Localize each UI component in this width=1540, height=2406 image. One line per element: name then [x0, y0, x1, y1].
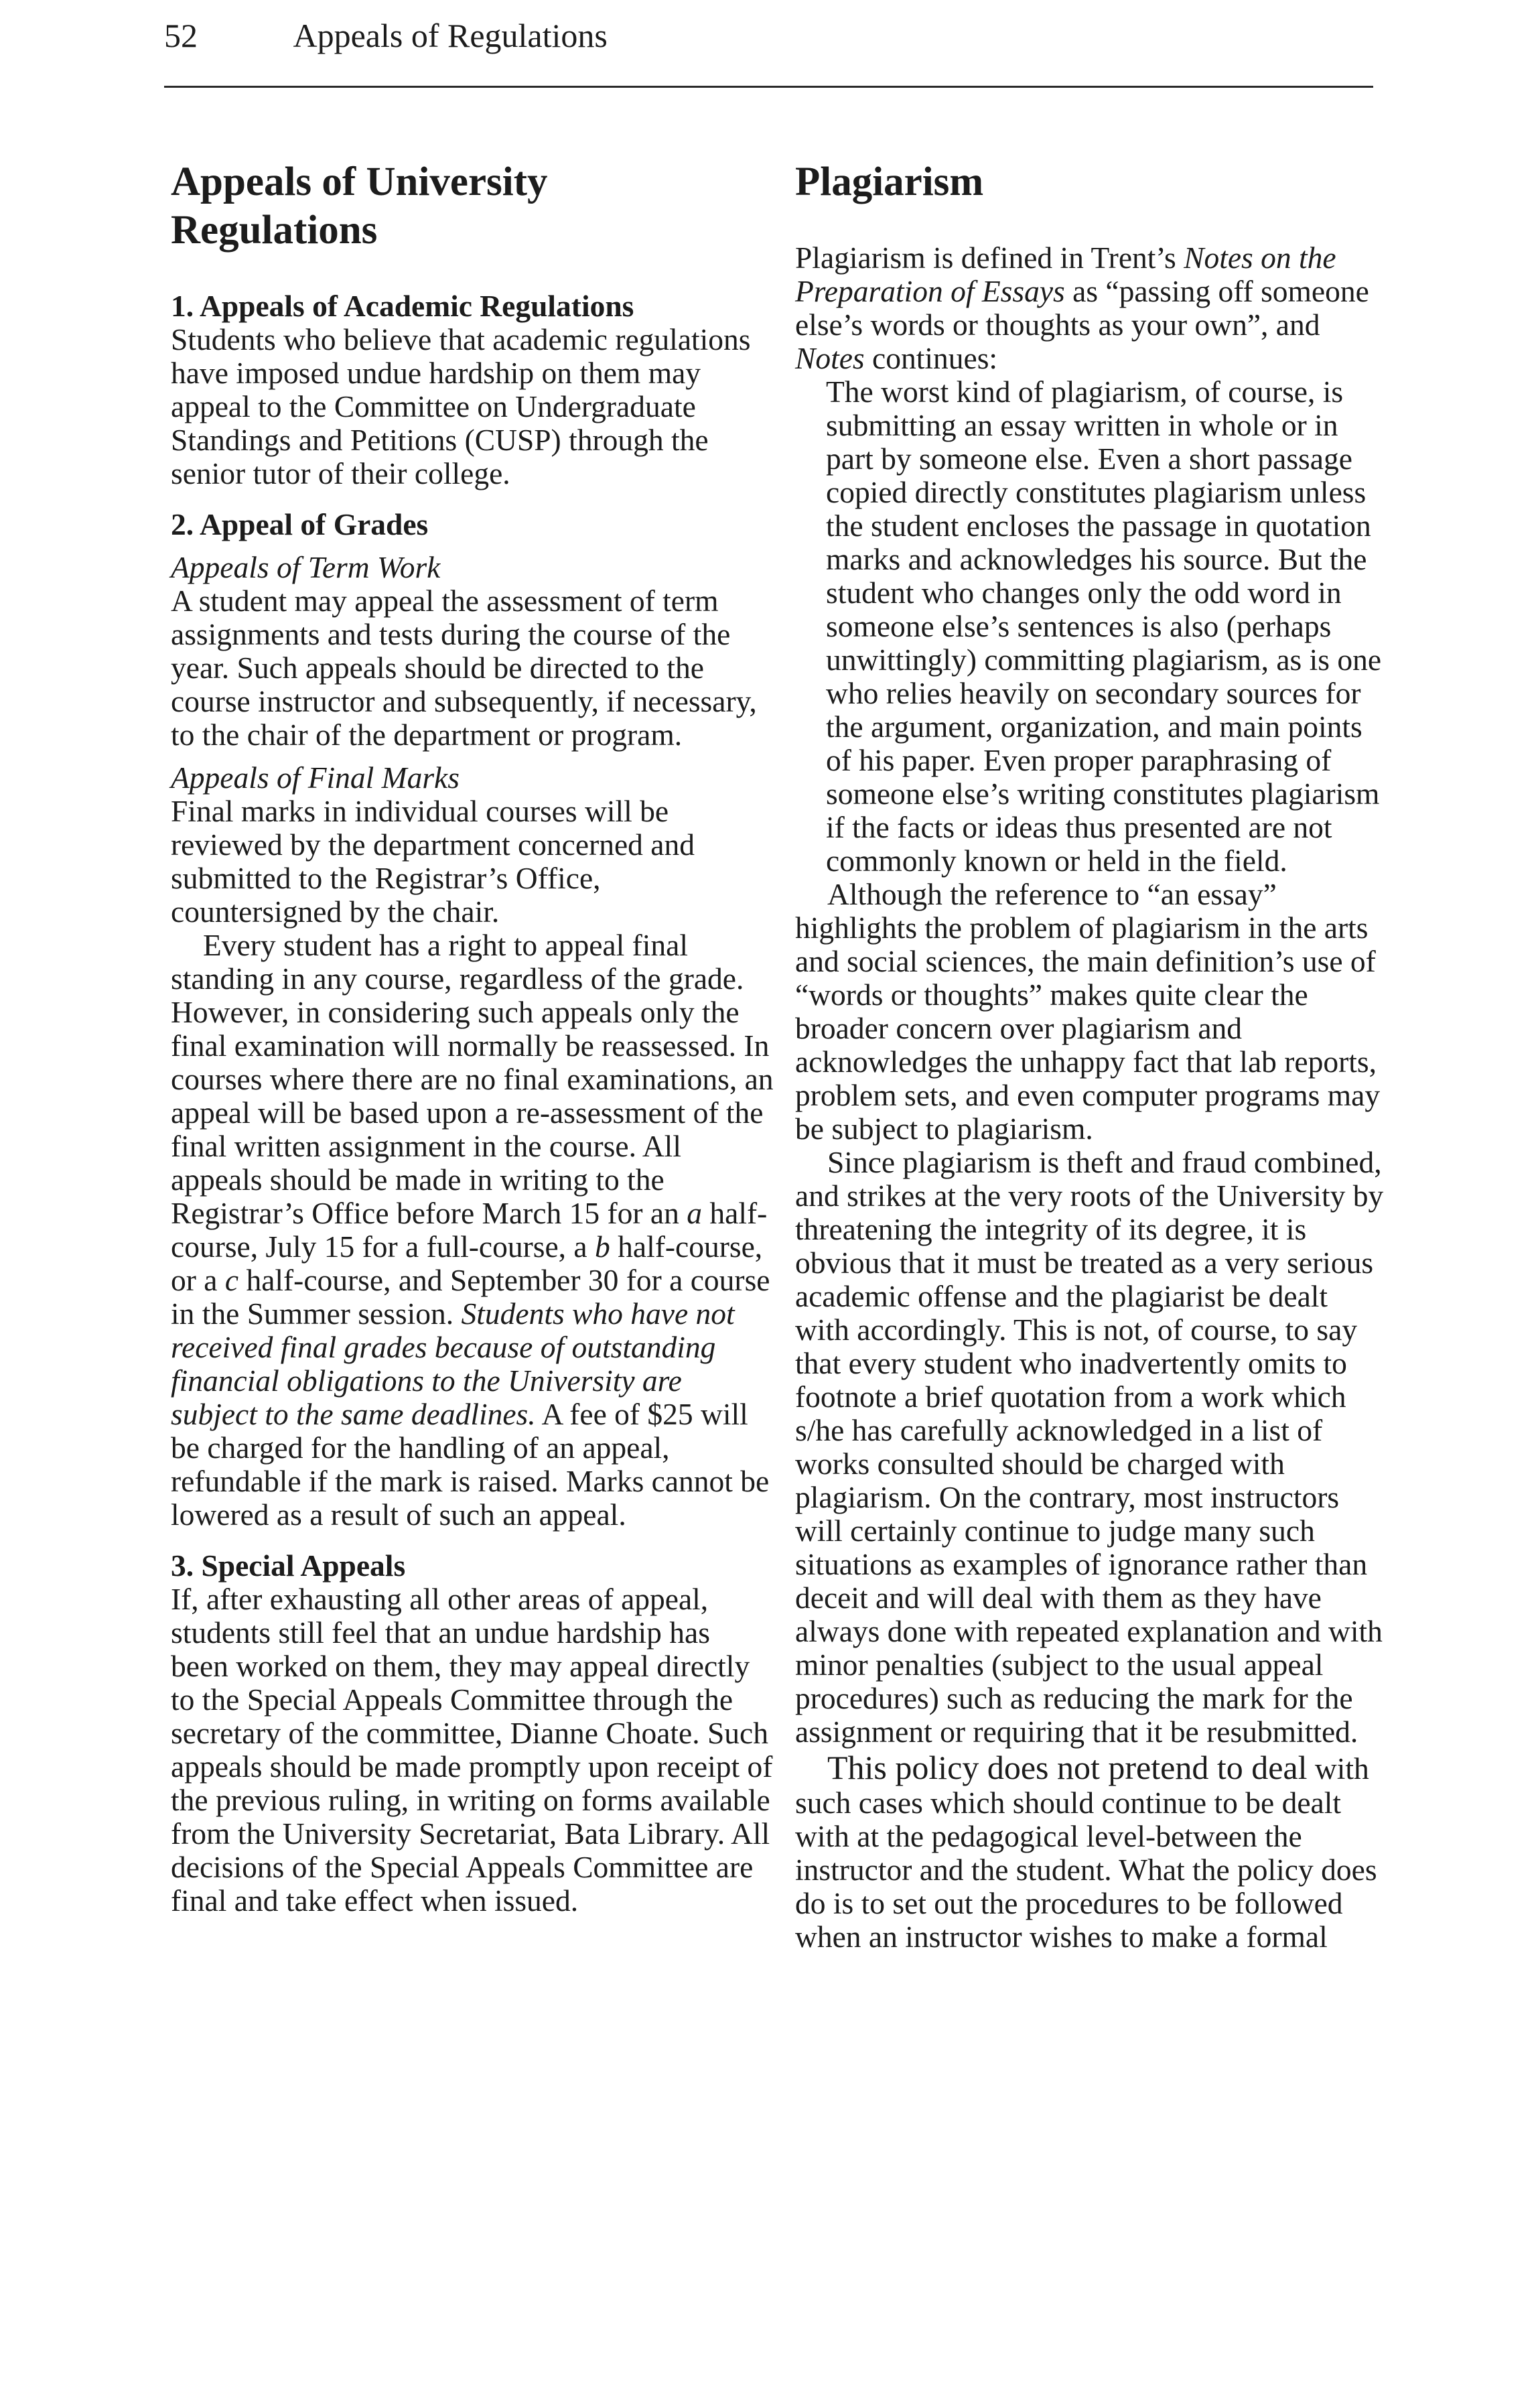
- plagiarism-intro: Plagiarism is defined in Trent’s Notes on the Preparation of Essays as “passing off someone else’s words or thoughts as your own”, and Notes continues:: [795, 241, 1369, 375]
- section-3-heading: 3. Special Appeals: [171, 1548, 406, 1583]
- title-line-2: Regulations: [171, 208, 378, 253]
- page-number: 52: [164, 17, 198, 54]
- header-rule: [164, 86, 1373, 88]
- section-2-heading: 2. Appeal of Grades: [171, 507, 429, 541]
- final-marks-paragraph-2: Every student has a right to appeal final standing in any course, regardless of the grade. However, in considering such appeals only the final examination will normally be reassessed. In courses where there are no final examinations, an appeal will be based upon a re-assessment of the final written assignment in the course. All appeals should be made in writing to the Registrar’s Office before March 15 for an a half-course, July 15 for a full-course, a b half-course, or a c half-course, and September 30 for a course in the Summer session. Students who have not received final grades because of outstanding financial obligations to the University are subject to the same deadlines. A fee of $25 will be charged for the handling of an appeal, refundable if the mark is raised. Marks cannot be lowered as a result of such an appeal.: [171, 928, 774, 1532]
- plagiarism-paragraph-3: Since plagiarism is theft and fraud combined, and strikes at the very roots of the University by threatening the integrity of its degree, it is obvious that it must be treated as a very serious academic offense and the plagiarist be dealt with accordingly. This is not, of course, to say that every student who inadvertently omits to footnote a brief quotation from a work which s/he has carefully acknowledged in a list of works consulted should be charged with plagiarism. On the contrary, most instructors will certainly continue to judge many such situations as examples of ignorance rather than deceit and will deal with them as they have always done with repeated explanation and with minor penalties (subject to the usual appeal procedures) such as reducing the mark for the assignment or requiring that it be resubmitted.: [795, 1145, 1384, 1749]
- section-1-body: Students who believe that academic regulations have imposed undue hardship on them may appeal to the Committee on Undergraduate Standings and Petitions (CUSP) through the senior tutor of their college.: [171, 322, 751, 490]
- section-1-heading: 1. Appeals of Academic Regulations: [171, 289, 634, 323]
- left-column: [171, 158, 774, 1918]
- final-marks-body: Final marks in individual courses will be reviewed by the department concerned and submitted to the Registrar’s Office, countersigned by the chair.: [171, 794, 695, 929]
- right-column: [795, 158, 1387, 1954]
- plagiarism-paragraph-2: Although the reference to “an essay” highlights the problem of plagiarism in the arts and social sciences, the main definition’s use of “words or thoughts” makes quite clear the broader concern over plagiarism and acknowledges the unhappy fact that lab reports, problem sets, and even computer programs may be subject to plagiarism.: [795, 877, 1381, 1146]
- plagiarism-title: Plagiarism: [795, 159, 984, 204]
- page-header: [164, 12, 1370, 59]
- running-head: Appeals of Regulations: [293, 17, 608, 54]
- plagiarism-paragraph-4: This policy does not pretend to deal with such cases which should continue to be dealt with at the pedagogical level-between the instructor and the student. What the policy does do is to set out the procedures to be followed when an instructor wishes to make a formal: [795, 1749, 1377, 1954]
- section-3-body: If, after exhausting all other areas of appeal, students still feel that an undue hardship has been worked on them, they may appeal directly to the Special Appeals Committee through the secretary of the committee, Dianne Choate. Such appeals should be made promptly upon receipt of the previous ruling, in writing on forms available from the University Secretariat, Bata Library. All decisions of the Special Appeals Committee are final and take effect when issued.: [171, 1582, 773, 1918]
- deadline-note: Students who have not received final grades because of outstanding financial obligations to the University are subject to the same deadlines.: [171, 1296, 735, 1431]
- term-work-body: A student may appeal the assessment of term assignments and tests during the course of the year. Such appeals should be directed to the course instructor and subsequently, if necessary, to the chair of the department or program.: [171, 584, 757, 752]
- article-title: [171, 158, 774, 255]
- plagiarism-quote: The worst kind of plagiarism, of course, is submitting an essay written in whole or in part by someone else. Even a short passage copied directly constitutes plagiarism unless the student encloses the passage in quotation marks and acknowledges his source. But the student who changes only the odd word in someone else’s sentences is also (perhaps unwittingly) committing plagiarism, as is one who relies heavily on secondary sources for the argument, organization, and main points of his paper. Even proper paraphrasing of someone else’s writing constitutes plagiarism if the facts or ideas thus presented are not commonly known or held in the field.: [826, 375, 1382, 878]
- term-work-subheading: Appeals of Term Work: [171, 550, 441, 584]
- title-line-1: Appeals of University: [171, 159, 548, 204]
- final-marks-subheading: Appeals of Final Marks: [171, 760, 460, 795]
